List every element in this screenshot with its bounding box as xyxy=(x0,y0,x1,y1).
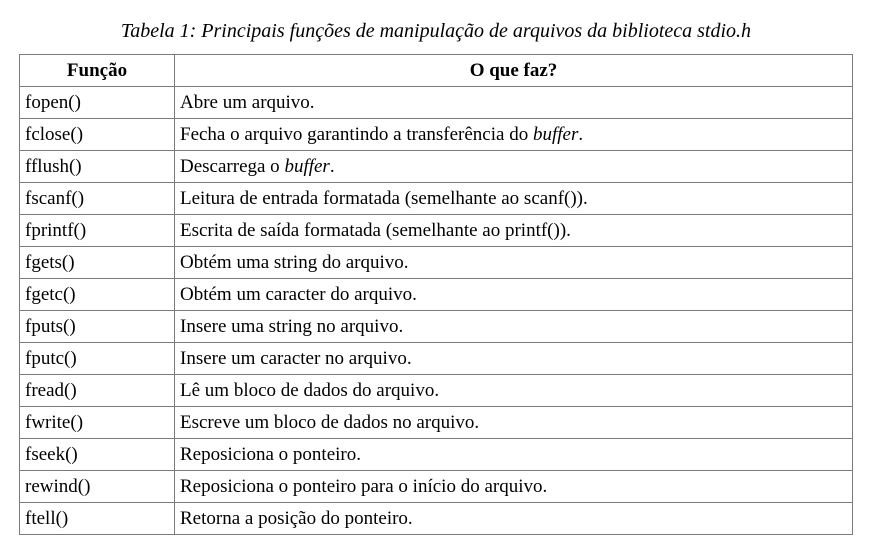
table-row xyxy=(20,279,853,311)
function-name-cell: rewind() xyxy=(20,471,175,503)
description-text: Reposiciona o ponteiro para o início do arquivo. xyxy=(180,475,548,497)
function-name-cell: fprintf() xyxy=(20,215,175,247)
function-name-cell: fseek() xyxy=(20,439,175,471)
description-text: . xyxy=(578,123,584,145)
function-description-cell xyxy=(175,151,853,183)
table-row xyxy=(20,471,853,503)
function-name-cell: ftell() xyxy=(20,503,175,535)
table-row xyxy=(20,119,853,151)
function-name-cell: fgets() xyxy=(20,247,175,279)
function-description-cell xyxy=(175,439,853,471)
description-text: Retorna a posição do ponteiro. xyxy=(180,507,413,529)
description-text: Abre um arquivo. xyxy=(180,91,315,113)
table-row xyxy=(20,375,853,407)
description-text: Escrita de saída formatada (semelhante ao printf()). xyxy=(180,219,571,241)
table-row xyxy=(20,151,853,183)
function-description-cell xyxy=(175,247,853,279)
table-row xyxy=(20,407,853,439)
description-text: Obtém uma string do arquivo. xyxy=(180,251,409,273)
header-function: Função xyxy=(20,55,175,87)
function-description-cell xyxy=(175,343,853,375)
emphasis-text: buffer xyxy=(532,123,579,145)
function-name-cell: fclose() xyxy=(20,119,175,151)
function-description-cell xyxy=(175,279,853,311)
function-name-cell: fopen() xyxy=(20,87,175,119)
function-description-cell xyxy=(175,375,853,407)
function-description-cell xyxy=(175,119,853,151)
function-description-cell xyxy=(175,503,853,535)
description-text: Obtém um caracter do arquivo. xyxy=(180,283,417,305)
table-row xyxy=(20,439,853,471)
description-text: Reposiciona o ponteiro. xyxy=(180,443,361,465)
table-header-row xyxy=(20,55,853,87)
function-name-cell: fwrite() xyxy=(20,407,175,439)
description-text: Leitura de entrada formatada (semelhante ao scanf()). xyxy=(180,187,588,209)
table-caption: Tabela 1: Principais funções de manipulação de arquivos da biblioteca stdio.h xyxy=(120,20,752,42)
description-text: Fecha o arquivo garantindo a transferência do xyxy=(180,123,533,145)
function-name-cell: fscanf() xyxy=(20,183,175,215)
table-row xyxy=(20,247,853,279)
function-description-cell xyxy=(175,215,853,247)
function-name-cell: fputs() xyxy=(20,311,175,343)
header-description: O que faz? xyxy=(175,55,853,87)
description-text: Insere um caracter no arquivo. xyxy=(180,347,412,369)
table-row xyxy=(20,183,853,215)
description-text: Descarrega o xyxy=(180,155,285,177)
table-row xyxy=(20,311,853,343)
function-description-cell xyxy=(175,471,853,503)
function-name-cell: fflush() xyxy=(20,151,175,183)
description-text: Insere uma string no arquivo. xyxy=(180,315,404,337)
table-row xyxy=(20,343,853,375)
table-row xyxy=(20,215,853,247)
function-name-cell: fputc() xyxy=(20,343,175,375)
function-description-cell xyxy=(175,407,853,439)
emphasis-text: buffer xyxy=(284,155,330,177)
functions-table xyxy=(19,54,853,535)
function-description-cell xyxy=(175,183,853,215)
table-row xyxy=(20,503,853,535)
table-body xyxy=(20,87,853,535)
function-name-cell: fread() xyxy=(20,375,175,407)
function-description-cell xyxy=(175,87,853,119)
function-description-cell xyxy=(175,311,853,343)
description-text: Lê um bloco de dados do arquivo. xyxy=(180,379,440,401)
description-text: . xyxy=(329,155,335,177)
description-text: Escreve um bloco de dados no arquivo. xyxy=(180,411,480,433)
function-name-cell: fgetc() xyxy=(20,279,175,311)
table-row xyxy=(20,87,853,119)
